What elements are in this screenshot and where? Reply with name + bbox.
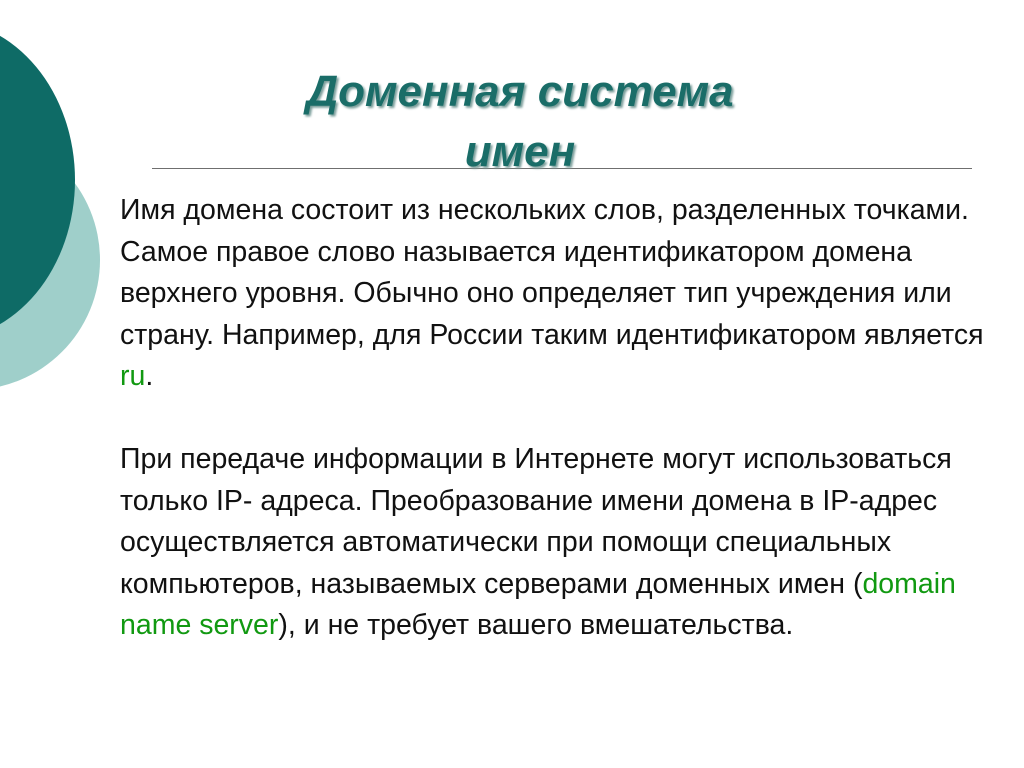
paragraph-2-end: ), и не требует вашего вмешательства. (278, 609, 794, 641)
slide-body (120, 190, 1020, 647)
paragraph-gap (120, 398, 1020, 440)
paragraph-dns (120, 439, 1020, 647)
slide-title-line-1: Доменная система (306, 67, 734, 116)
paragraph-1-text: Имя домена состоит из нескольких слов, разделенных точками. Самое правое слово называется идентификатором домена верхнего уровня. Обычно оно определяет тип учреждения или страну. Например, для России таким идентификатором является (120, 194, 984, 351)
slide-title-line-2: имен (464, 127, 576, 176)
paragraph-domain-structure (120, 190, 1020, 398)
paragraph-2-text: При передаче информации в Интернете могут использоваться только IP- адреса. Преобразование имени домена в IP-адрес осуществляется автоматически при помощи специальных компьютеров, называемых серверами доменных имен ( (120, 443, 952, 600)
slide-title (250, 62, 790, 182)
paragraph-1-end: . (145, 360, 154, 392)
highlight-domain-name-server: domain name server (120, 567, 956, 641)
highlight-ru: ru (120, 360, 146, 392)
